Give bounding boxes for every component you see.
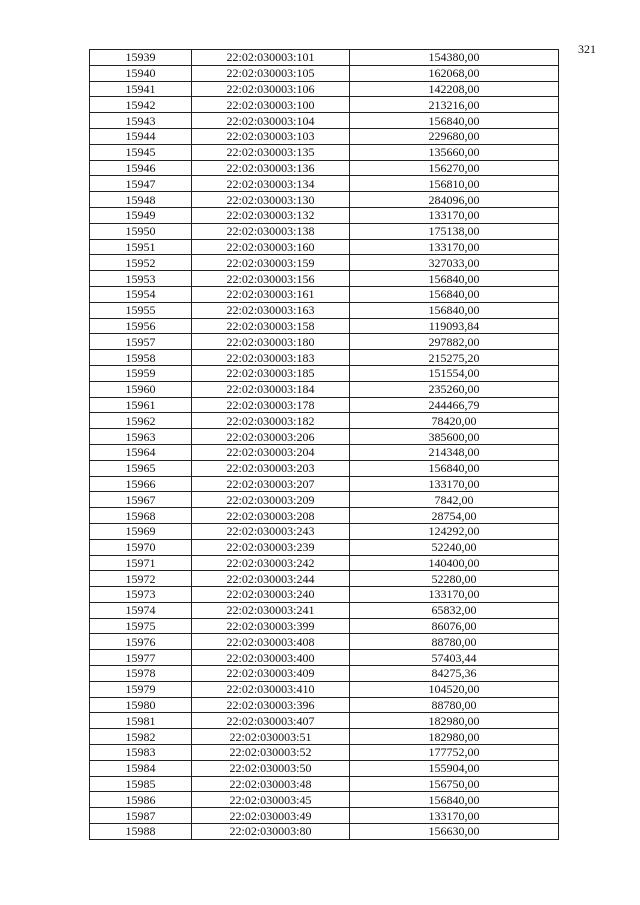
table-row	[90, 429, 559, 445]
table-row	[90, 792, 559, 808]
row-number-cell: 15973	[90, 587, 192, 603]
cadastral-number-cell: 22:02:030003:180	[192, 334, 350, 350]
cadastral-value-cell: 52280,00	[350, 571, 559, 587]
cadastral-value-cell: 297882,00	[350, 334, 559, 350]
table-row	[90, 239, 559, 255]
cadastral-value-cell: 133170,00	[350, 239, 559, 255]
cadastral-value-cell: 162068,00	[350, 65, 559, 81]
table-body	[90, 50, 559, 840]
row-number-cell: 15947	[90, 176, 192, 192]
row-number-cell: 15972	[90, 571, 192, 587]
row-number-cell: 15975	[90, 618, 192, 634]
cadastral-number-cell: 22:02:030003:207	[192, 476, 350, 492]
table-row	[90, 571, 559, 587]
cadastral-number-cell: 22:02:030003:160	[192, 239, 350, 255]
cadastral-number-cell: 22:02:030003:203	[192, 460, 350, 476]
cadastral-value-cell: 182980,00	[350, 729, 559, 745]
cadastral-number-cell: 22:02:030003:130	[192, 192, 350, 208]
cadastral-number-cell: 22:02:030003:396	[192, 697, 350, 713]
table-row	[90, 223, 559, 239]
cadastral-value-cell: 104520,00	[350, 681, 559, 697]
cadastral-number-cell: 22:02:030003:240	[192, 587, 350, 603]
cadastral-number-cell: 22:02:030003:103	[192, 128, 350, 144]
row-number-cell: 15965	[90, 460, 192, 476]
cadastral-value-cell: 151554,00	[350, 365, 559, 381]
row-number-cell: 15988	[90, 824, 192, 840]
cadastral-value-cell: 156750,00	[350, 776, 559, 792]
table-row	[90, 476, 559, 492]
row-number-cell: 15964	[90, 444, 192, 460]
table-row	[90, 302, 559, 318]
cadastral-number-cell: 22:02:030003:204	[192, 444, 350, 460]
table-row	[90, 760, 559, 776]
cadastral-value-cell: 175138,00	[350, 223, 559, 239]
row-number-cell: 15968	[90, 508, 192, 524]
cadastral-value-cell: 154380,00	[350, 50, 559, 66]
table-row	[90, 207, 559, 223]
row-number-cell: 15945	[90, 144, 192, 160]
cadastral-value-cell: 65832,00	[350, 602, 559, 618]
cadastral-number-cell: 22:02:030003:178	[192, 397, 350, 413]
row-number-cell: 15949	[90, 207, 192, 223]
table-row	[90, 697, 559, 713]
row-number-cell: 15961	[90, 397, 192, 413]
cadastral-number-cell: 22:02:030003:242	[192, 555, 350, 571]
row-number-cell: 15986	[90, 792, 192, 808]
cadastral-number-cell: 22:02:030003:208	[192, 508, 350, 524]
cadastral-value-cell: 133170,00	[350, 808, 559, 824]
cadastral-value-cell: 385600,00	[350, 429, 559, 445]
row-number-cell: 15956	[90, 318, 192, 334]
cadastral-number-cell: 22:02:030003:100	[192, 97, 350, 113]
cadastral-value-cell: 156840,00	[350, 286, 559, 302]
row-number-cell: 15953	[90, 271, 192, 287]
row-number-cell: 15982	[90, 729, 192, 745]
cadastral-value-cell: 142208,00	[350, 81, 559, 97]
cadastral-value-cell: 229680,00	[350, 128, 559, 144]
cadastral-number-cell: 22:02:030003:138	[192, 223, 350, 239]
cadastral-number-cell: 22:02:030003:185	[192, 365, 350, 381]
cadastral-number-cell: 22:02:030003:243	[192, 523, 350, 539]
row-number-cell: 15967	[90, 492, 192, 508]
table-row	[90, 365, 559, 381]
table-row	[90, 381, 559, 397]
table-row	[90, 176, 559, 192]
cadastral-value-cell: 28754,00	[350, 508, 559, 524]
table-row	[90, 97, 559, 113]
table-row	[90, 271, 559, 287]
cadastral-number-cell: 22:02:030003:156	[192, 271, 350, 287]
cadastral-number-cell: 22:02:030003:183	[192, 350, 350, 366]
cadastral-value-cell: 7842,00	[350, 492, 559, 508]
cadastral-number-cell: 22:02:030003:159	[192, 255, 350, 271]
table-row	[90, 81, 559, 97]
row-number-cell: 15962	[90, 413, 192, 429]
row-number-cell: 15976	[90, 634, 192, 650]
cadastral-value-cell: 78420,00	[350, 413, 559, 429]
row-number-cell: 15979	[90, 681, 192, 697]
row-number-cell: 15985	[90, 776, 192, 792]
row-number-cell: 15951	[90, 239, 192, 255]
cadastral-value-cell: 133170,00	[350, 207, 559, 223]
cadastral-number-cell: 22:02:030003:400	[192, 650, 350, 666]
cadastral-value-cell: 182980,00	[350, 713, 559, 729]
table-row	[90, 824, 559, 840]
row-number-cell: 15959	[90, 365, 192, 381]
table-row	[90, 776, 559, 792]
cadastral-value-table	[89, 49, 559, 840]
row-number-cell: 15963	[90, 429, 192, 445]
cadastral-value-cell: 156840,00	[350, 113, 559, 129]
cadastral-number-cell: 22:02:030003:134	[192, 176, 350, 192]
table-row	[90, 318, 559, 334]
cadastral-value-cell: 156840,00	[350, 460, 559, 476]
cadastral-value-cell: 57403,44	[350, 650, 559, 666]
cadastral-number-cell: 22:02:030003:161	[192, 286, 350, 302]
row-number-cell: 15981	[90, 713, 192, 729]
table-row	[90, 413, 559, 429]
cadastral-value-cell: 124292,00	[350, 523, 559, 539]
cadastral-number-cell: 22:02:030003:106	[192, 81, 350, 97]
table-row	[90, 350, 559, 366]
cadastral-value-cell: 156810,00	[350, 176, 559, 192]
table-row	[90, 618, 559, 634]
cadastral-number-cell: 22:02:030003:51	[192, 729, 350, 745]
table-row	[90, 50, 559, 66]
cadastral-number-cell: 22:02:030003:184	[192, 381, 350, 397]
cadastral-value-cell: 135660,00	[350, 144, 559, 160]
table-row	[90, 144, 559, 160]
row-number-cell: 15946	[90, 160, 192, 176]
table-row	[90, 539, 559, 555]
row-number-cell: 15987	[90, 808, 192, 824]
row-number-cell: 15952	[90, 255, 192, 271]
row-number-cell: 15940	[90, 65, 192, 81]
cadastral-number-cell: 22:02:030003:105	[192, 65, 350, 81]
cadastral-number-cell: 22:02:030003:410	[192, 681, 350, 697]
row-number-cell: 15983	[90, 745, 192, 761]
row-number-cell: 15942	[90, 97, 192, 113]
cadastral-value-cell: 84275,36	[350, 666, 559, 682]
cadastral-value-cell: 214348,00	[350, 444, 559, 460]
row-number-cell: 15948	[90, 192, 192, 208]
cadastral-number-cell: 22:02:030003:209	[192, 492, 350, 508]
cadastral-number-cell: 22:02:030003:407	[192, 713, 350, 729]
table-row	[90, 602, 559, 618]
cadastral-value-cell: 177752,00	[350, 745, 559, 761]
row-number-cell: 15943	[90, 113, 192, 129]
table-row	[90, 808, 559, 824]
table-row	[90, 555, 559, 571]
row-number-cell: 15969	[90, 523, 192, 539]
cadastral-number-cell: 22:02:030003:409	[192, 666, 350, 682]
cadastral-number-cell: 22:02:030003:50	[192, 760, 350, 776]
cadastral-value-cell: 88780,00	[350, 634, 559, 650]
cadastral-number-cell: 22:02:030003:239	[192, 539, 350, 555]
table-row	[90, 492, 559, 508]
cadastral-value-cell: 156840,00	[350, 302, 559, 318]
table-row	[90, 587, 559, 603]
cadastral-number-cell: 22:02:030003:241	[192, 602, 350, 618]
table-row	[90, 192, 559, 208]
cadastral-number-cell: 22:02:030003:49	[192, 808, 350, 824]
row-number-cell: 15958	[90, 350, 192, 366]
row-number-cell: 15944	[90, 128, 192, 144]
cadastral-number-cell: 22:02:030003:135	[192, 144, 350, 160]
row-number-cell: 15966	[90, 476, 192, 492]
table-row	[90, 713, 559, 729]
row-number-cell: 15971	[90, 555, 192, 571]
cadastral-number-cell: 22:02:030003:136	[192, 160, 350, 176]
cadastral-number-cell: 22:02:030003:408	[192, 634, 350, 650]
cadastral-number-cell: 22:02:030003:104	[192, 113, 350, 129]
table-row	[90, 128, 559, 144]
cadastral-number-cell: 22:02:030003:158	[192, 318, 350, 334]
row-number-cell: 15955	[90, 302, 192, 318]
table-row	[90, 523, 559, 539]
table-row	[90, 397, 559, 413]
cadastral-value-cell: 156270,00	[350, 160, 559, 176]
table-row	[90, 460, 559, 476]
cadastral-value-cell: 244466,79	[350, 397, 559, 413]
cadastral-value-cell: 52240,00	[350, 539, 559, 555]
cadastral-number-cell: 22:02:030003:101	[192, 50, 350, 66]
row-number-cell: 15974	[90, 602, 192, 618]
cadastral-value-cell: 155904,00	[350, 760, 559, 776]
cadastral-value-cell: 213216,00	[350, 97, 559, 113]
cadastral-value-cell: 140400,00	[350, 555, 559, 571]
cadastral-value-cell: 156630,00	[350, 824, 559, 840]
table-row	[90, 508, 559, 524]
cadastral-number-cell: 22:02:030003:48	[192, 776, 350, 792]
cadastral-value-cell: 88780,00	[350, 697, 559, 713]
table-row	[90, 444, 559, 460]
row-number-cell: 15957	[90, 334, 192, 350]
row-number-cell: 15984	[90, 760, 192, 776]
cadastral-number-cell: 22:02:030003:399	[192, 618, 350, 634]
cadastral-value-cell: 86076,00	[350, 618, 559, 634]
row-number-cell: 15978	[90, 666, 192, 682]
cadastral-value-cell: 133170,00	[350, 587, 559, 603]
table-row	[90, 334, 559, 350]
cadastral-value-cell: 156840,00	[350, 792, 559, 808]
page-number: 321	[578, 42, 596, 56]
cadastral-value-cell: 235260,00	[350, 381, 559, 397]
cadastral-number-cell: 22:02:030003:45	[192, 792, 350, 808]
cadastral-number-cell: 22:02:030003:206	[192, 429, 350, 445]
cadastral-number-cell: 22:02:030003:182	[192, 413, 350, 429]
row-number-cell: 15950	[90, 223, 192, 239]
table-row	[90, 745, 559, 761]
table-row	[90, 113, 559, 129]
table-row	[90, 65, 559, 81]
cadastral-number-cell: 22:02:030003:52	[192, 745, 350, 761]
row-number-cell: 15970	[90, 539, 192, 555]
cadastral-value-cell: 215275,20	[350, 350, 559, 366]
row-number-cell: 15939	[90, 50, 192, 66]
cadastral-number-cell: 22:02:030003:80	[192, 824, 350, 840]
cadastral-value-cell: 133170,00	[350, 476, 559, 492]
table-row	[90, 650, 559, 666]
cadastral-value-cell: 119093,84	[350, 318, 559, 334]
row-number-cell: 15954	[90, 286, 192, 302]
table-row	[90, 286, 559, 302]
cadastral-number-cell: 22:02:030003:244	[192, 571, 350, 587]
table-row	[90, 666, 559, 682]
cadastral-number-cell: 22:02:030003:163	[192, 302, 350, 318]
row-number-cell: 15977	[90, 650, 192, 666]
table-row	[90, 255, 559, 271]
table-row	[90, 681, 559, 697]
cadastral-number-cell: 22:02:030003:132	[192, 207, 350, 223]
table-row	[90, 729, 559, 745]
row-number-cell: 15941	[90, 81, 192, 97]
table-row	[90, 160, 559, 176]
cadastral-value-cell: 284096,00	[350, 192, 559, 208]
cadastral-value-cell: 156840,00	[350, 271, 559, 287]
table-row	[90, 634, 559, 650]
row-number-cell: 15960	[90, 381, 192, 397]
row-number-cell: 15980	[90, 697, 192, 713]
cadastral-value-cell: 327033,00	[350, 255, 559, 271]
